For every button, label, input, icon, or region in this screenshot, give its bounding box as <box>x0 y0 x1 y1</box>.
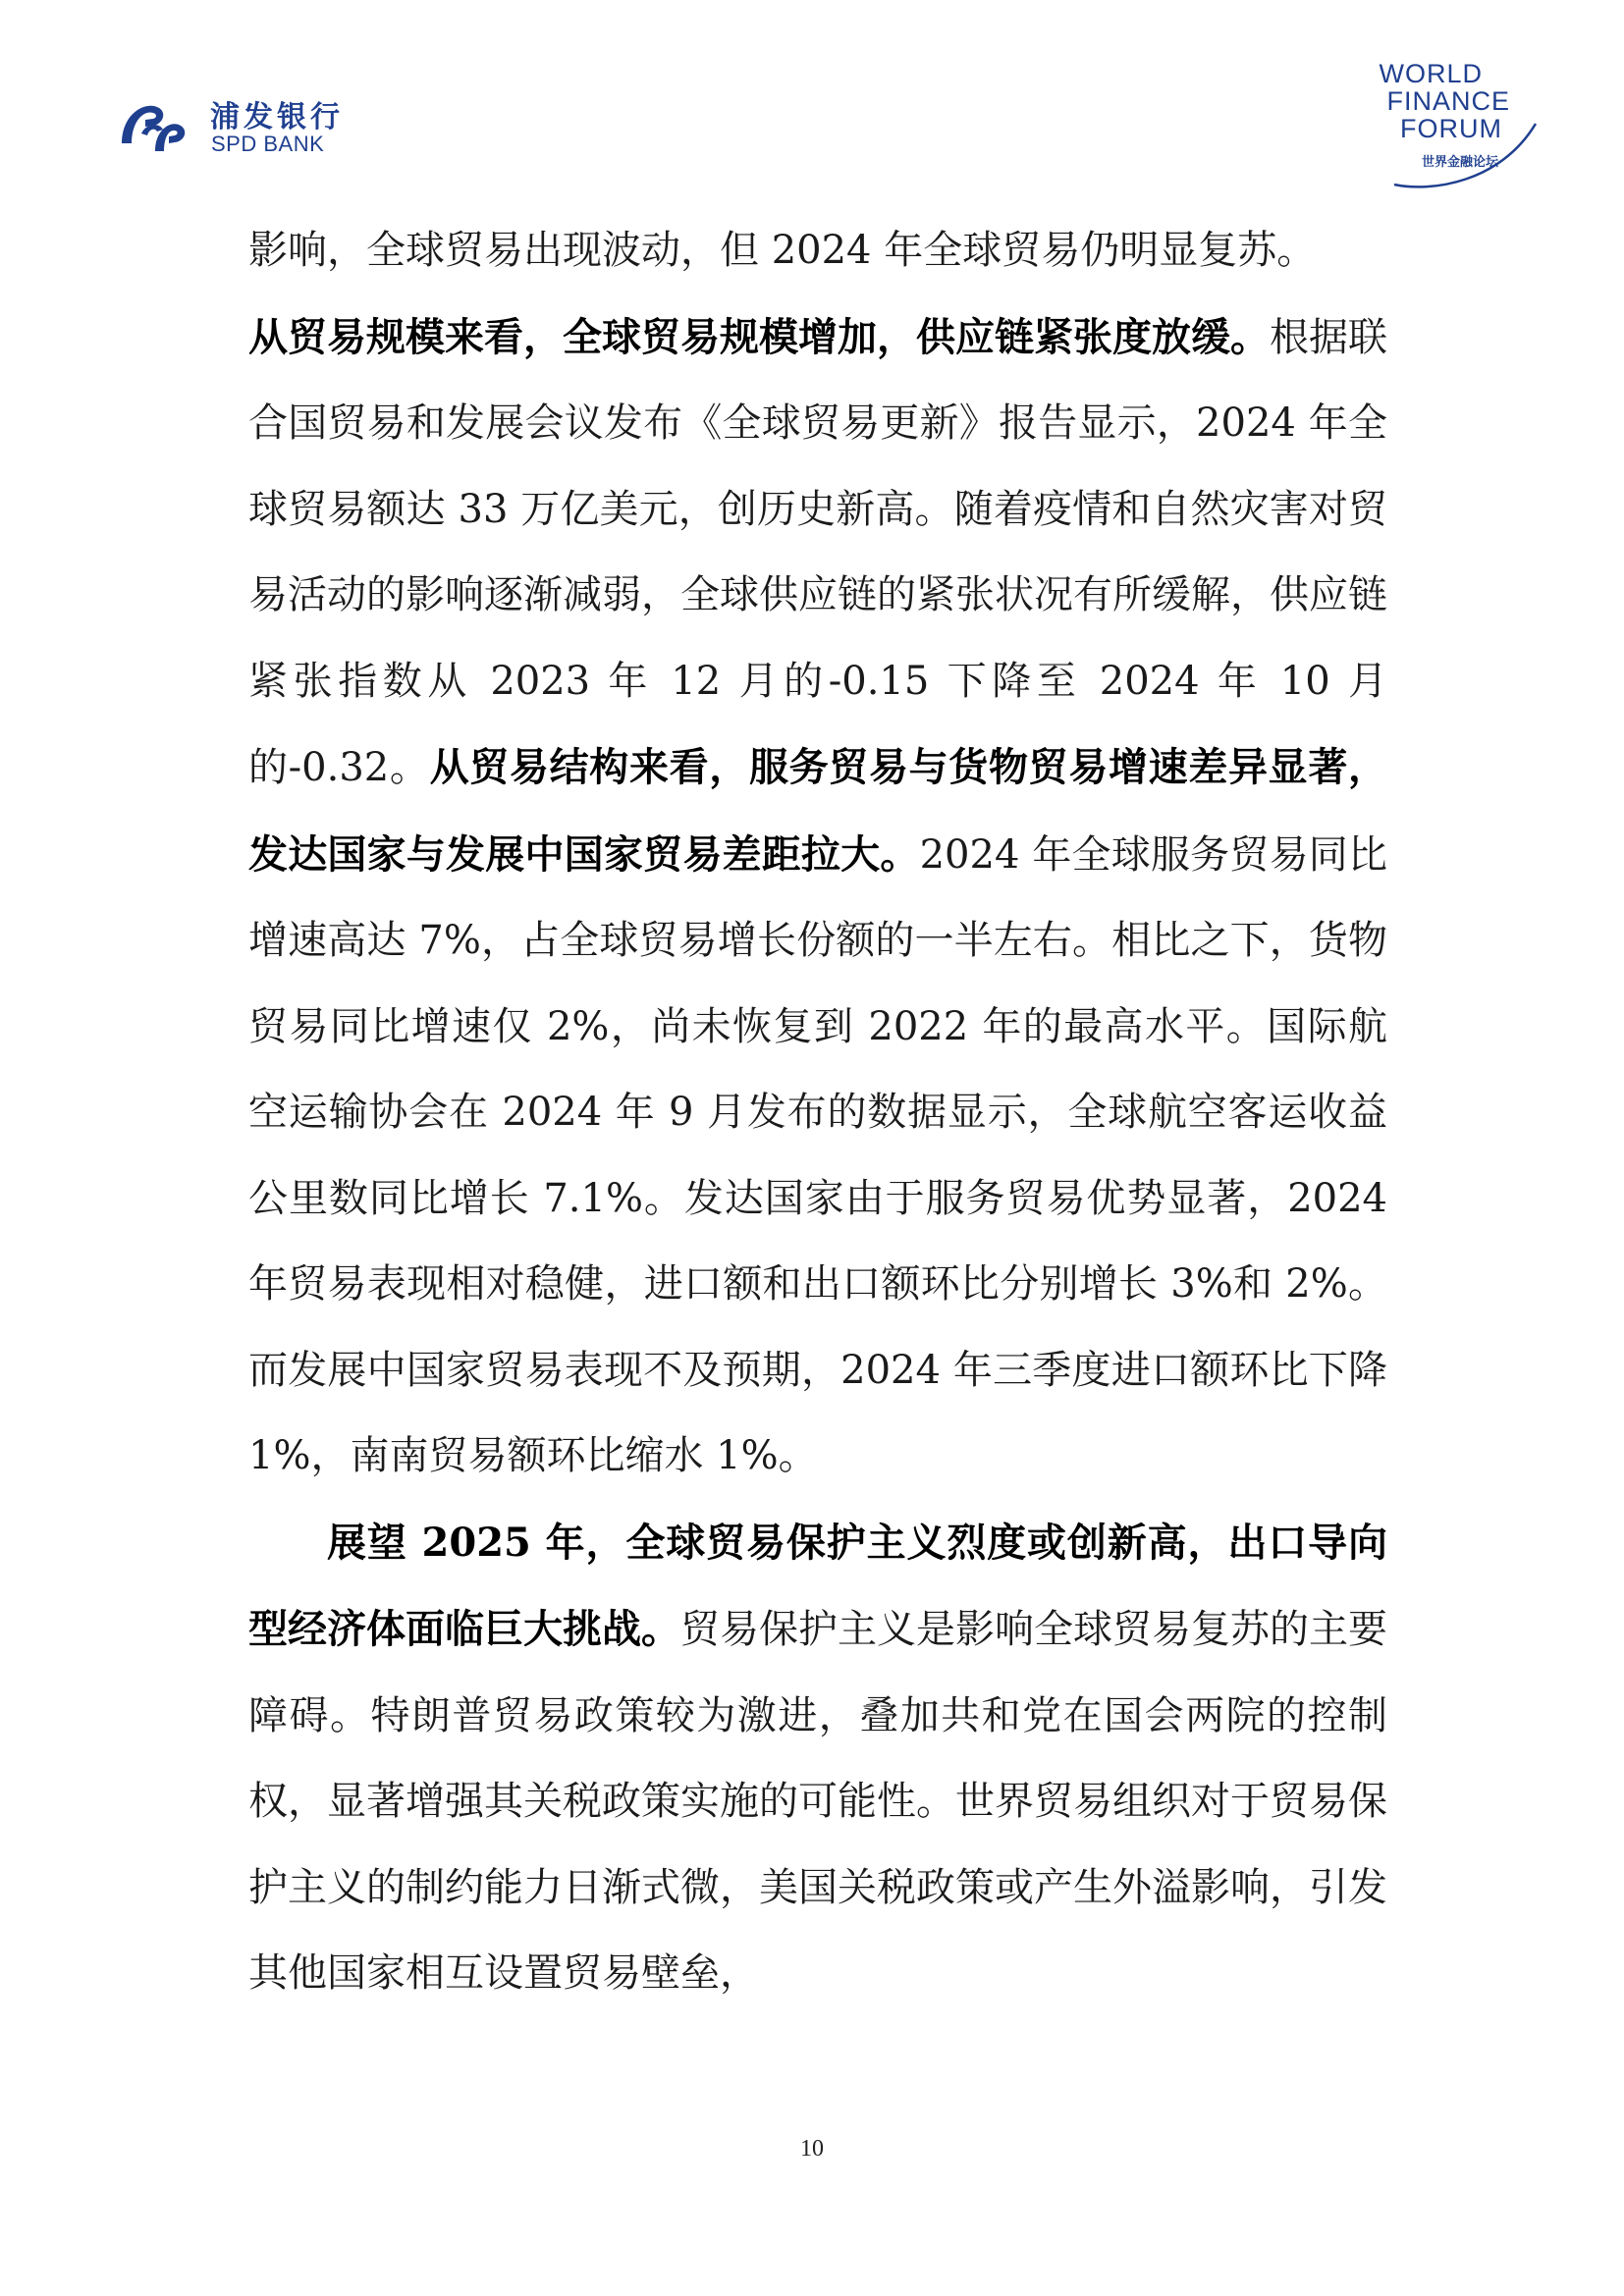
wff-logo-line-finance: FINANCE <box>1386 86 1510 116</box>
paragraph-trade-scale <box>248 294 1387 1500</box>
paragraph-3-bold-lead: 展望 2025 年，全球贸易保护主义烈度或创新高，出口导向型经济体面临巨大挑战。 <box>248 1519 1387 1652</box>
wff-logo-line-world: WORLD <box>1379 59 1483 88</box>
paragraph-2-bold-structure: 从贸易结构来看，服务贸易与货物贸易增速差异显著，发达国家与发展中国家贸易差距拉大。 <box>248 744 1388 878</box>
paragraph-3-text: 贸易保护主义是影响全球贸易复苏的主要障碍。特朗普贸易政策较为激进，叠加共和党在国会两院的控制权，显著增强其关税政策实施的可能性。世界贸易组织对于贸易保护主义的制约能力日渐式微，美国关税政策或产生外溢影响，引发其他国家相互设置贸易壁垒， <box>248 1607 1387 1996</box>
page-number: 10 <box>800 2136 824 2162</box>
paragraph-1-text: 影响，全球贸易出现波动，但 2024 年全球贸易仍明显复苏。 <box>248 228 1317 273</box>
wff-logo-line-forum: FORUM <box>1400 114 1502 143</box>
spd-logo-chinese-name: 浦发银行 <box>210 100 344 134</box>
spd-bank-logo <box>116 90 371 161</box>
wff-logo-chinese-name: 世界金融论坛 <box>1421 155 1498 170</box>
paragraph-continuation <box>248 208 1387 294</box>
paragraph-outlook-2025 <box>248 1500 1387 2017</box>
spd-logo-mark-icon <box>116 94 196 157</box>
paragraph-2-text-structure: 2024 年全球服务贸易同比增速高达 7%，占全球贸易增长份额的一半左右。相比之下，货物贸易同比增速仅 2%，尚未恢复到 2022 年的最高水平。国际航空运输协会在 2024 年 9 月发布的数据显示，全球航空客运收益公里数同比增长 7.1%。发达国家由于服务贸易优势显著，2024 年贸易表现相对稳健，进口额和出口额环比分别增长 3%和 2%。而发展中国家贸易表现不及预期，2024 年三季度进口额环比下降 1%，南南贸易额环比缩水 1%。 <box>248 831 1388 1478</box>
paragraph-2-bold-lead: 从贸易规模来看，全球贸易规模增加，供应链紧张度放缓。 <box>248 313 1270 360</box>
body-text <box>248 208 1387 2017</box>
spd-logo-english-name: SPD BANK <box>211 132 325 156</box>
paragraph-2-text: 根据联合国贸易和发展会议发布《全球贸易更新》报告显示，2024 年全球贸易额达 33 万亿美元，创历史新高。随着疫情和自然灾害对贸易活动的影响逐渐减弱，全球供应链的紧张状况有所缓解，供应链紧张指数从 2023 年 12 月的-0.15 下降至 2024 年 10 月的-0.32。 <box>248 314 1387 790</box>
world-finance-forum-logo <box>1353 57 1540 189</box>
